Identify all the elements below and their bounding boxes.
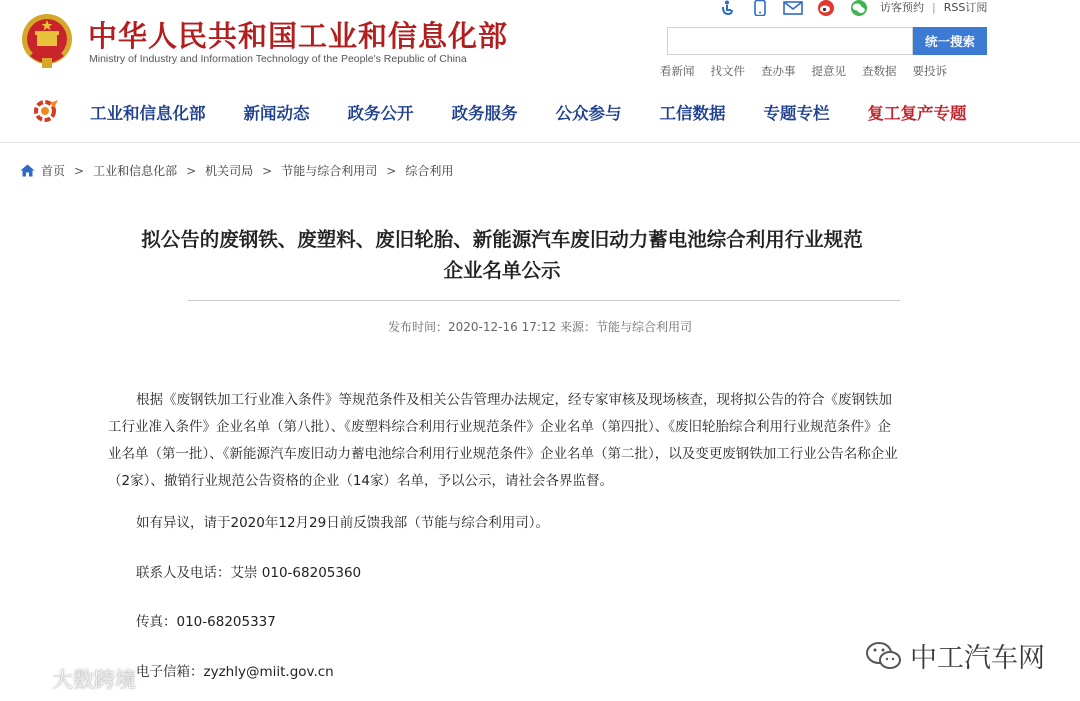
breadcrumb-miit[interactable]: 工业和信息化部: [93, 164, 178, 178]
search-button[interactable]: 统一搜索: [913, 27, 987, 55]
mobile-icon[interactable]: [749, 0, 771, 16]
watermark-right-text: 中工汽车网: [910, 643, 1045, 674]
nav-item-gov-services[interactable]: 政务服务: [451, 104, 518, 123]
watermark-left: [8, 664, 136, 694]
home-icon[interactable]: [20, 164, 35, 177]
breadcrumb-separator: >: [386, 163, 397, 178]
top-link-divider: |: [932, 1, 936, 14]
nav-item-data[interactable]: 工信数据: [659, 104, 726, 123]
nav-logo-icon[interactable]: [32, 99, 60, 123]
quick-link-files[interactable]: 找文件: [710, 64, 745, 78]
article-body: [108, 387, 900, 680]
watermark-logo-icon: [8, 667, 48, 691]
nav-item-resumption-special[interactable]: 复工复产专题: [867, 104, 967, 123]
breadcrumb-separator: >: [262, 163, 273, 178]
quick-links: [660, 63, 947, 79]
breadcrumb-separator: >: [74, 163, 85, 178]
article-paragraph: 根据《废钢铁加工行业准入条件》等规范条件及相关公告管理办法规定，经专家审核及现场核查，现将拟公告的符合《废钢铁加工行业准入条件》企业名单（第八批）、《废塑料综合利用行业规范条件》企业名单（第四批）、《废旧轮胎综合利用行业规范条件》企业名单（第一批）、《新能源汽车废旧动力蓄电池综合利用行业规范条件》企业名单（第二批），以及变更废钢铁加工行业公告名称企业（2家）、撤销行业规范公告资格的企业（14家）名单，予以公示，请社会各界监督。: [108, 392, 898, 489]
quick-link-services[interactable]: 查办事: [761, 64, 796, 78]
quick-link-feedback[interactable]: 提意见: [811, 64, 846, 78]
breadcrumb-comprehensive-use[interactable]: 综合利用: [405, 164, 454, 178]
weibo-icon[interactable]: [815, 0, 837, 16]
fax-info: 传真：010-68205337: [136, 614, 276, 630]
national-emblem-icon[interactable]: [20, 12, 74, 70]
wechat-icon[interactable]: [848, 0, 870, 16]
rss-link[interactable]: RSS订阅: [943, 1, 988, 14]
breadcrumb-energy-dept[interactable]: 节能与综合利用司: [281, 164, 378, 178]
quick-link-data[interactable]: 查数据: [862, 64, 897, 78]
watermark-right: [864, 636, 1045, 675]
quick-link-news[interactable]: 看新闻: [660, 64, 695, 78]
breadcrumb: [20, 162, 453, 179]
site-header: [0, 0, 1080, 143]
site-subtitle: Ministry of Industry and Information Technology of the People's Republic of China: [89, 53, 467, 65]
search-input[interactable]: [667, 27, 913, 55]
objection-notice: 如有异议，请于2020年12月29日前反馈我部（节能与综合利用司）。: [136, 515, 549, 531]
wechat-watermark-icon: [864, 640, 904, 672]
title-divider: [188, 300, 900, 301]
nav-item-public-participation[interactable]: 公众参与: [555, 104, 622, 123]
article-title: [106, 224, 898, 286]
visitor-appointment-link[interactable]: 访客预约: [880, 1, 924, 14]
nav-item-gov-affairs[interactable]: 政务公开: [347, 104, 414, 123]
nav-item-news[interactable]: 新闻动态: [243, 104, 310, 123]
nav-item-miit[interactable]: 工业和信息化部: [90, 104, 206, 123]
mail-icon[interactable]: [782, 0, 804, 16]
site-title[interactable]: 中华人民共和国工业和信息化部: [88, 19, 509, 53]
watermark-left-text: 大数跨境: [52, 668, 136, 692]
email-info: 电子信箱：zyzhly@miit.gov.cn: [136, 664, 334, 680]
breadcrumb-separator: >: [186, 163, 197, 178]
accessibility-icon[interactable]: [716, 0, 738, 16]
breadcrumb-home[interactable]: 首页: [41, 164, 66, 178]
breadcrumb-departments[interactable]: 机关司局: [205, 164, 254, 178]
main-nav: [90, 100, 1005, 124]
top-icon-bar: [716, 0, 870, 16]
contact-info: 联系人及电话：艾崇 010-68205360: [136, 565, 362, 581]
top-links: [880, 0, 987, 15]
article-title-line2: 企业名单公示: [443, 259, 561, 282]
nav-item-topics[interactable]: 专题专栏: [763, 104, 830, 123]
article-title-line1: 拟公告的废钢铁、废塑料、废旧轮胎、新能源汽车废旧动力蓄电池综合利用行业规范: [141, 228, 863, 251]
article-meta: 发布时间：2020-12-16 17:12 来源：节能与综合利用司: [388, 320, 692, 334]
quick-link-complaint[interactable]: 要投诉: [912, 64, 947, 78]
